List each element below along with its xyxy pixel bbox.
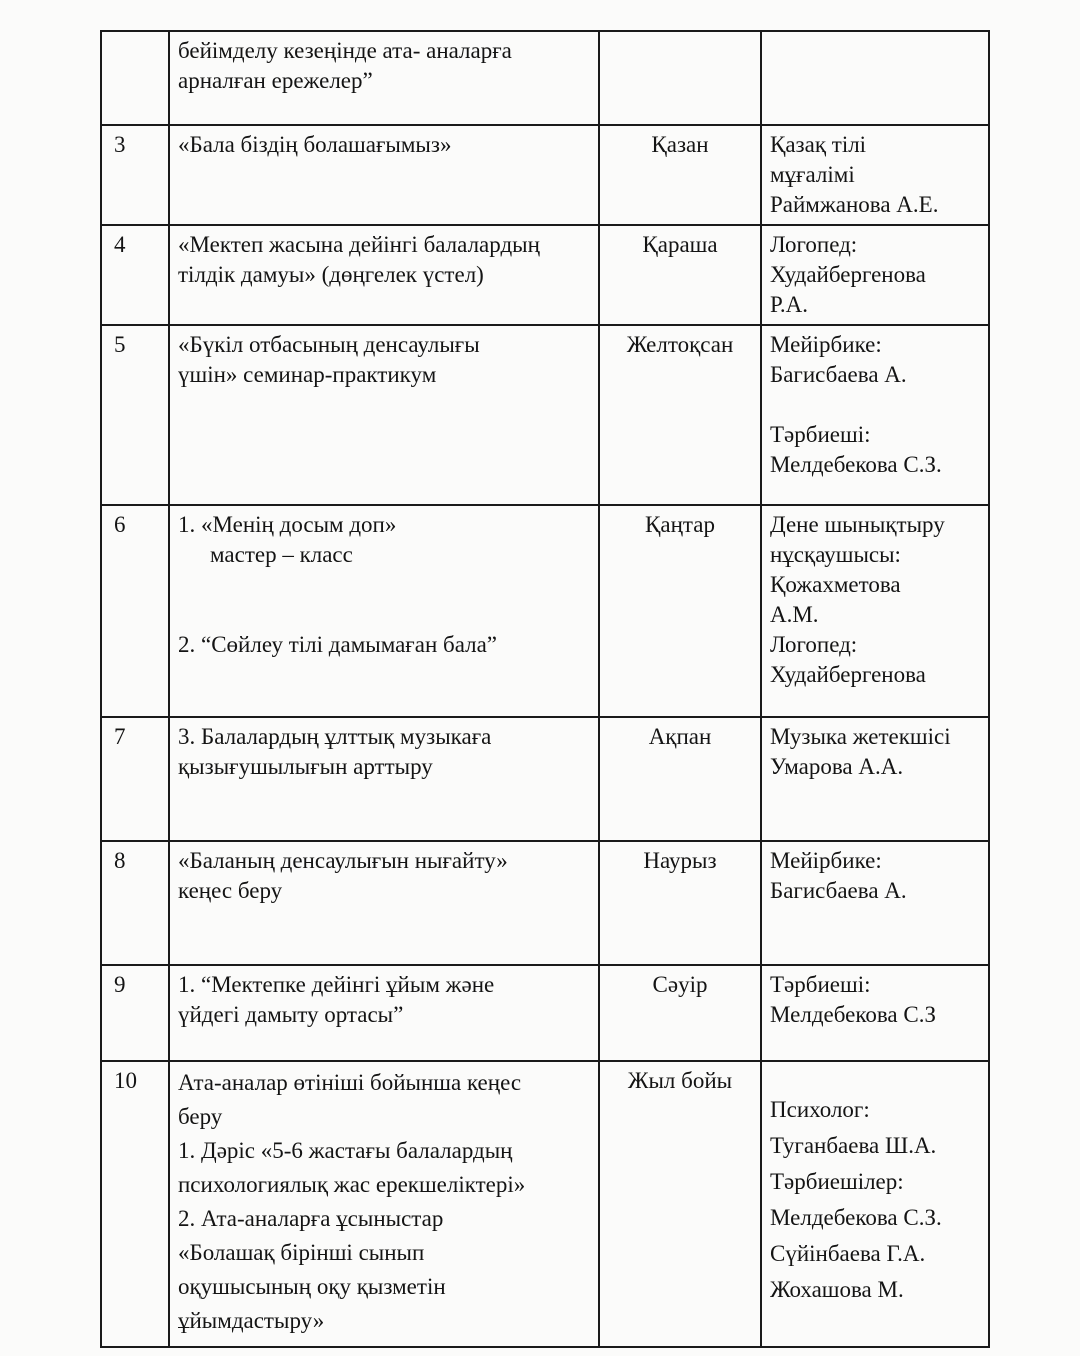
responsible-line: Раймжанова А.Е.: [770, 192, 939, 217]
event-line: ұйымдастыру»: [178, 1308, 325, 1333]
responsible-cell: [761, 717, 989, 841]
responsible-line: Худайбергенова: [770, 662, 926, 687]
table-row: [101, 31, 989, 125]
row-number: 3: [101, 125, 169, 225]
event-line: 2. Ата-аналарға ұсыныстар: [178, 1206, 444, 1231]
event-line: 1. Дәріс «5-6 жастағы балалардың: [178, 1138, 513, 1163]
event-line: 1. “Мектепке дейінгі ұйым және: [178, 972, 495, 997]
event-line: «Бүкіл отбасының денсаулығы: [178, 332, 480, 357]
event-line: 2. “Сөйлеу тілі дамымаған бала”: [178, 632, 498, 657]
responsible-line: Р.А.: [770, 292, 809, 317]
row-number: 6: [101, 505, 169, 717]
responsible-line: Сүйінбаева Г.А.: [770, 1241, 926, 1266]
month-cell: Қаңтар: [599, 505, 761, 717]
event-cell: [169, 325, 599, 505]
row-number: 7: [101, 717, 169, 841]
responsible-line: Дене шынықтыру: [770, 512, 945, 537]
event-cell: [169, 841, 599, 965]
responsible-cell: [761, 841, 989, 965]
month-cell: Сәуір: [599, 965, 761, 1061]
event-cell: [169, 31, 599, 125]
table-row: [101, 225, 989, 325]
event-line: үшін» семинар-практикум: [178, 362, 437, 387]
responsible-cell: [761, 965, 989, 1061]
month-cell: Желтоқсан: [599, 325, 761, 505]
responsible-line: Қожахметова: [770, 572, 901, 597]
event-line: 3. Балалардың ұлттық музыкаға: [178, 724, 492, 749]
event-line: «Баланың денсаулығын нығайту»: [178, 848, 508, 873]
event-line: үйдегі дамыту ортасы”: [178, 1002, 404, 1027]
responsible-line: А.М.: [770, 602, 819, 627]
responsible-line: Психолог:: [770, 1097, 870, 1122]
responsible-line: Мелдебекова С.З: [770, 1002, 936, 1027]
responsible-line: Тәрбиеші:: [770, 422, 871, 447]
event-line: мастер – класс: [210, 542, 353, 567]
event-line: бейімделу кезеңінде ата- аналарға: [178, 38, 512, 63]
event-line: «Болашақ бірінші сынып: [178, 1240, 425, 1265]
event-line: «Бала біздің болашағымыз»: [178, 132, 452, 157]
month-cell: Қазан: [599, 125, 761, 225]
month-cell: Қараша: [599, 225, 761, 325]
event-cell: [169, 717, 599, 841]
responsible-cell: [761, 125, 989, 225]
table-row: [101, 965, 989, 1061]
responsible-line: Мелдебекова С.З.: [770, 452, 942, 477]
row-number: [101, 31, 169, 125]
responsible-line: Музыка жетекшісі: [770, 724, 951, 749]
responsible-cell: [761, 325, 989, 505]
responsible-line: Тәрбиешілер:: [770, 1169, 904, 1194]
responsible-line: Багисбаева А.: [770, 878, 907, 903]
table-row: [101, 125, 989, 225]
responsible-line: Логопед:: [770, 632, 858, 657]
event-line: оқушысының оқу қызметін: [178, 1274, 446, 1299]
month-cell: Наурыз: [599, 841, 761, 965]
responsible-line: нұсқаушысы:: [770, 542, 901, 567]
events-table: [100, 30, 990, 1348]
event-line: Ата-аналар өтініші бойынша кеңес: [178, 1070, 522, 1095]
event-line: «Мектеп жасына дейінгі балалардың: [178, 232, 540, 257]
month-cell: Ақпан: [599, 717, 761, 841]
responsible-cell: [761, 1061, 989, 1347]
table-row: [101, 325, 989, 505]
event-line: кеңес беру: [178, 878, 283, 903]
responsible-line: мұғалімі: [770, 162, 855, 187]
responsible-line: Мелдебекова С.З.: [770, 1205, 942, 1230]
event-line: арналған ережелер”: [178, 68, 373, 93]
table-row: [101, 841, 989, 965]
responsible-cell: [761, 225, 989, 325]
event-cell: [169, 965, 599, 1061]
row-number: 8: [101, 841, 169, 965]
event-line: беру: [178, 1104, 223, 1129]
responsible-line: Багисбаева А.: [770, 362, 907, 387]
responsible-cell: [761, 31, 989, 125]
event-cell: [169, 1061, 599, 1347]
responsible-line: Умарова А.А.: [770, 754, 904, 779]
responsible-line: Қазақ тілі: [770, 132, 867, 157]
row-number: 9: [101, 965, 169, 1061]
month-cell: Жыл бойы: [599, 1061, 761, 1347]
responsible-line: Логопед:: [770, 232, 858, 257]
responsible-line: Тәрбиеші:: [770, 972, 871, 997]
table-row: [101, 717, 989, 841]
responsible-line: Мейірбике:: [770, 848, 882, 873]
event-cell: [169, 505, 599, 717]
table-row: [101, 505, 989, 717]
responsible-line: Мейірбике:: [770, 332, 882, 357]
event-line: психологиялық жас ерекшеліктері»: [178, 1172, 526, 1197]
row-number: 10: [101, 1061, 169, 1347]
event-line: 1. «Менің досым доп»: [178, 512, 397, 537]
event-line: тілдік дамуы» (дөңгелек үстел): [178, 262, 484, 287]
event-line: қызығушылығын арттыру: [178, 754, 433, 779]
responsible-cell: [761, 505, 989, 717]
responsible-line: Туганбаева Ш.А.: [770, 1133, 937, 1158]
row-number: 5: [101, 325, 169, 505]
month-cell: [599, 31, 761, 125]
table-row: [101, 1061, 989, 1347]
responsible-line: Худайбергенова: [770, 262, 926, 287]
event-cell: [169, 125, 599, 225]
responsible-line: Жохашова М.: [770, 1277, 904, 1302]
event-cell: [169, 225, 599, 325]
row-number: 4: [101, 225, 169, 325]
